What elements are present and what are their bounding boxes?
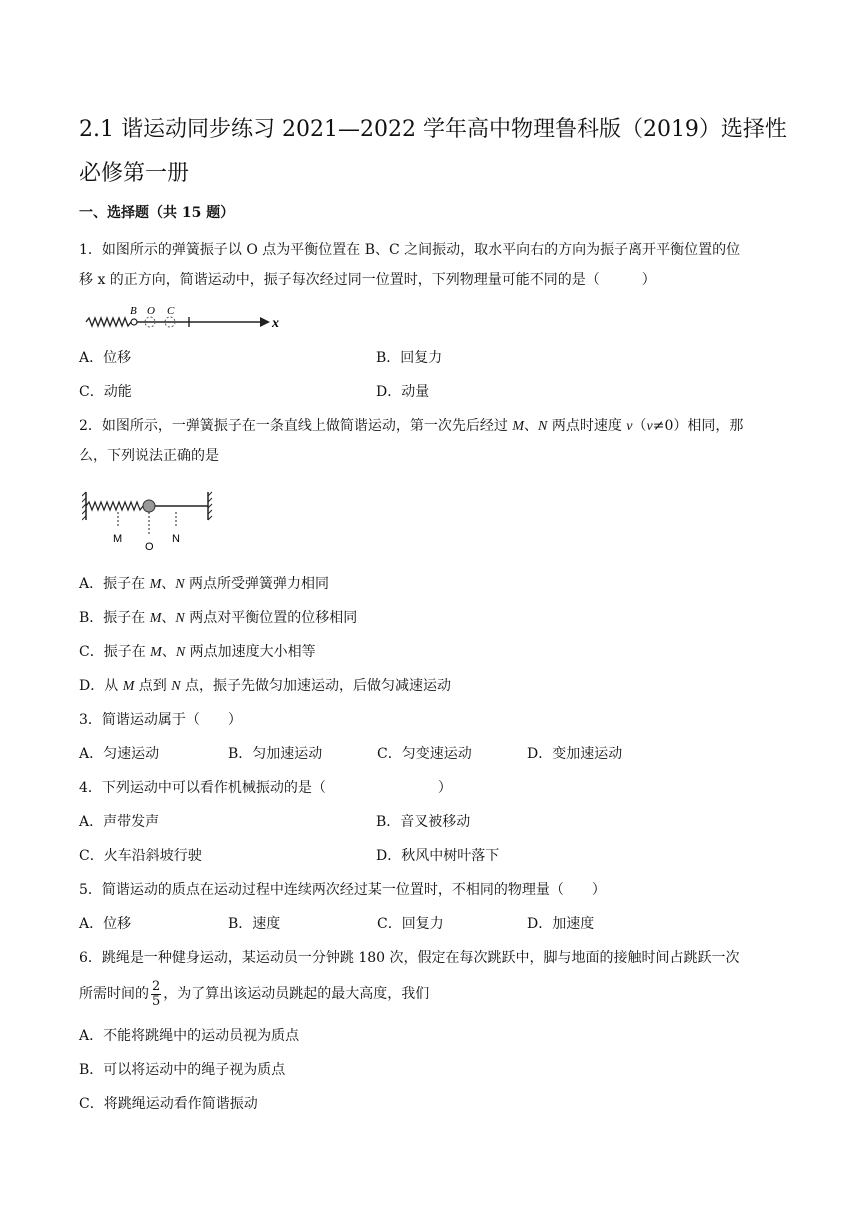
label-o: O (147, 305, 155, 317)
q1-spring-oscillator-figure (84, 300, 284, 336)
q3-option-b[interactable]: B．匀加速运动 (228, 746, 323, 762)
q3-option-d[interactable]: D．变加速运动 (527, 746, 623, 762)
title-line-1: 2.1 谐运动同步练习 2021—2022 学年高中物理鲁科版（2019）选择性 (79, 117, 787, 142)
q5-option-b[interactable]: B．速度 (228, 916, 281, 932)
label-m: M (113, 533, 123, 545)
q1-option-d[interactable]: D．动量 (376, 384, 430, 400)
q2-option-c[interactable]: C．振子在 M、N 两点加速度大小相等 (79, 644, 316, 660)
q3-option-c[interactable]: C．匀变速运动 (377, 746, 472, 762)
q5-stem: 5．简谐运动的质点在运动过程中连续两次经过某一位置时，不相同的物理量（ ） (79, 882, 606, 898)
position-b-marker (131, 319, 137, 325)
q6-stem-line-1: 6．跳绳是一种健身运动，某运动员一分钟跳 180 次，假定在每次跳跃中，脚与地面的接触时间占跳跃一次 (79, 950, 740, 966)
spring (86, 318, 134, 326)
q2-stem-line-1: 2．如图所示，一弹簧振子在一条直线上做简谐运动，第一次先后经过 M、N 两点时速度 v（v≠0）相同，那 (79, 418, 744, 434)
q5-option-a[interactable]: A．位移 (79, 916, 132, 932)
q3-stem: 3．简谐运动属于（ ） (79, 712, 242, 728)
document-title (79, 108, 789, 196)
label-c: C (167, 305, 175, 317)
q4-option-d[interactable]: D．秋风中树叶落下 (376, 848, 500, 864)
oscillator-ball (143, 500, 155, 512)
q6-option-a[interactable]: A．不能将跳绳中的运动员视为质点 (79, 1028, 300, 1044)
spring (86, 502, 146, 510)
q6-option-c[interactable]: C．将跳绳运动看作简谐振动 (79, 1096, 258, 1112)
fraction: $\frac{2}{5}$ (152, 978, 161, 1009)
section-heading: 一、选择题（共 15 题） (79, 205, 235, 221)
q1-option-b[interactable]: B．回复力 (376, 350, 443, 366)
q4-option-c[interactable]: C．火车沿斜坡行驶 (79, 848, 202, 864)
q2-option-d[interactable]: D．从 M 点到 N 点，振子先做匀加速运动，后做匀减速运动 (79, 678, 452, 694)
q1-option-a[interactable]: A．位移 (79, 350, 132, 366)
label-n: N (172, 533, 180, 545)
label-o: O (145, 541, 154, 553)
q4-option-b[interactable]: B．音叉被移动 (376, 814, 471, 830)
label-b: B (130, 305, 137, 317)
q2-stem-line-2: 么，下列说法正确的是 (79, 448, 219, 464)
q1-stem-line-1: 1．如图所示的弹簧振子以 O 点为平衡位置在 B、C 之间振动，取水平向右的方向为振子离开平衡位置的位 (79, 242, 741, 258)
title-line-2: 必修第一册 (79, 161, 190, 186)
q5-option-d[interactable]: D．加速度 (527, 916, 595, 932)
q1-stem-line-2: 移 x 的正方向，简谐运动中，振子每次经过同一位置时，下列物理量可能不同的是（ ） (79, 272, 656, 288)
q4-option-a[interactable]: A．声带发声 (79, 814, 160, 830)
q6-stem-line-2: 所需时间的 $\frac{2}{5}$ ，为了算出该运动员跳起的最大高度，我们 (79, 978, 430, 1009)
q2-option-a[interactable]: A．振子在 M、N 两点所受弹簧弹力相同 (79, 576, 330, 592)
q2-spring-oscillator-figure (82, 488, 222, 554)
x-axis-arrow (260, 317, 270, 327)
q3-option-a[interactable]: A．匀速运动 (79, 746, 160, 762)
q6-option-b[interactable]: B．可以将运动中的绳子视为质点 (79, 1062, 286, 1078)
q1-option-c[interactable]: C．动能 (79, 384, 132, 400)
q5-option-c[interactable]: C．回复力 (377, 916, 444, 932)
q2-option-b[interactable]: B．振子在 M、N 两点对平衡位置的位移相同 (79, 610, 358, 626)
q4-stem: 4．下列运动中可以看作机械振动的是（ ） (79, 780, 452, 796)
label-x: x (272, 316, 279, 331)
